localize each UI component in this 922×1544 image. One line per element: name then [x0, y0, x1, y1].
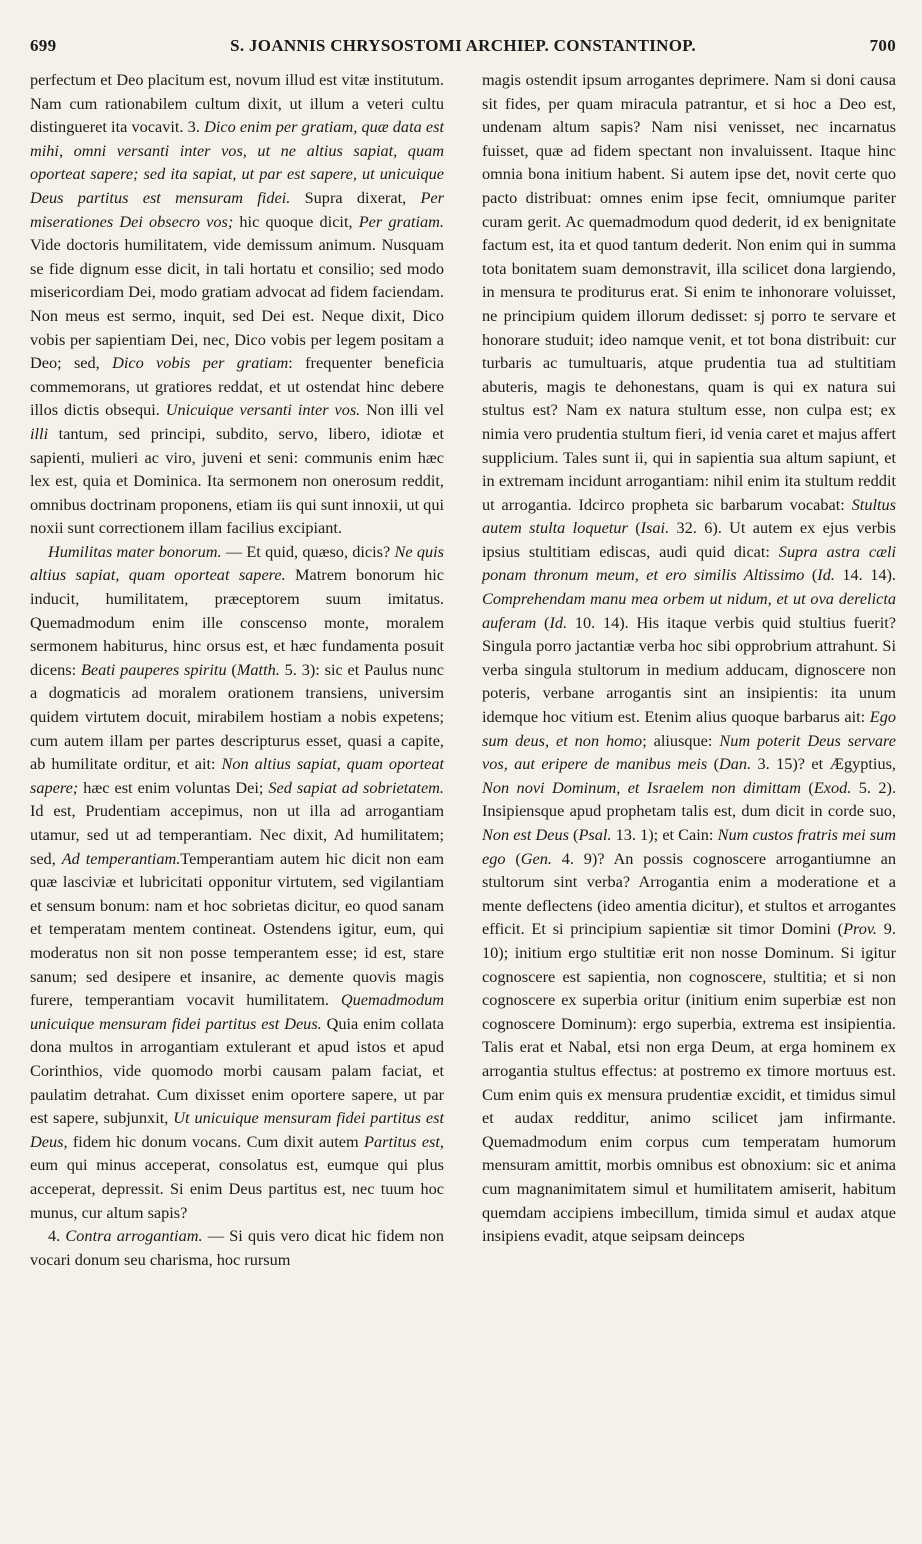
text-run: Temperantiam autem hic dicit non eam quæ lasciviæ et lubricitati opponitur virtutem, sed vigilantiam et sensum bonum: nam et hoc sobrietas dicitur, eo quod sanam et temperatam mentem contineat. Ostendens igitur, eum, qui moderatus non sit non posse temperantem esse; id est, stare sanum; sed desipere et insanire, ac demente quovis magis furere, temperantiam vocavit humilitatem. — [30, 848, 445, 1010]
scripture-quote: Num poterit Deus servare vos, aut eripere de manibus meis — [482, 730, 896, 774]
scripture-quote: Ne quis altius sapiat, quam oporteat sapere. — [30, 541, 444, 585]
text-run: hic quoque dicit, — [233, 211, 359, 231]
text-run: : frequenter beneficia commemorans, ut gratiores reddat, et ut ostendat hinc debere illos dictis obsequi. — [30, 353, 444, 420]
scripture-quote: Beati pauperes spiritu — [80, 659, 227, 679]
text-run: ( — [505, 848, 521, 868]
scripture-quote: Per gratiam. — [358, 211, 444, 231]
text-run: 5. 3): sic et Paulus nunc a dogmaticis ad moralem orationem transiens, universim quidem virtutem docuit, mirabilem hostiam a nobis expetens; cum autem illam per partes descripturus esset, quasi a capite, ab humilitate orditur, et ait: — [30, 659, 445, 774]
text-run: hæc est enim voluntas Dei; — [78, 777, 269, 797]
citation: Dan. — [719, 754, 752, 774]
left-column — [30, 68, 444, 1271]
paragraph — [30, 68, 444, 540]
text-run: magis ostendit ipsum arrogantes deprimere. Nam si doni causa sit fides, per quam miracula patrantur, et si hoc a Deo est, undenam altum sapis? Nam nisi venisset, nec incarnatus fuisset, quæ ad fidem spectant non invaluissent. Itaque hinc omnia bona initium habent. Si autem ipse det, novit certe quo pacto distribuat: omnes enim ipse fecit, omniumque pariter curam gerit. Ac quemadmodum quod dederit, id ex benignitate factum est, ita et quod tantum dederit. Non enim qui in summa tota bonitatem suam demonstravit, illa scilicet dona largiendo, in mensura te proditurus erat. Si enim te inhonorare voluisset, ne principium quidem illorum dedisset: sj porro te servare et honorare studuit; ideo namque venit, et tot bona distribuit: cur turbaris ac tumultuaris, atque prudentia tua ad stultitiam abuteris, magis te dehonestans, quam is qui ex natura sui stultus est? Nam ex natura stultum esse, non culpa est; ex nimia vero prudentia stultum fieri, id venia caret et majus affert supplicium. Tales sunt ii, qui in sapientia sua altum sapiunt, et in extremam incidunt arrogantiam: nihil enim ita stultum reddit ut arrogantia. Idcirco propheta sic barbarum vocabat: — [482, 70, 896, 514]
page-header — [30, 32, 896, 60]
citation: Prov. — [843, 919, 877, 939]
citation: Matth. — [236, 659, 280, 679]
scripture-quote: Unicuique versanti inter vos. — [165, 400, 361, 420]
scripture-quote: Non est Deus — [482, 825, 569, 844]
paragraph — [30, 1224, 444, 1271]
scripture-quote: Non novi Dominum, et Israelem non dimittam — [482, 777, 801, 797]
scripture-quote: Ad temperantiam. — [61, 848, 181, 868]
text-run: Supra dixerat, — [290, 187, 421, 207]
scripture-quote: illi — [30, 423, 49, 443]
running-title: S. JOANNIS CHRYSOSTOMI ARCHIEP. CONSTANTINOP. — [230, 36, 696, 55]
citation: Isai. — [640, 518, 670, 538]
scripture-quote: Sed sapiat ad sobrietatem. — [268, 777, 444, 797]
text-run: ( — [568, 825, 579, 844]
scripture-quote: Comprehendam manu mea orbem ut nidum, et ut ova derelicta auferam — [482, 589, 896, 632]
scripture-quote: Quemadmodum unicuique mensuram fidei partitus est Deus. — [30, 990, 444, 1033]
scripture-quote: Per miserationes Dei obsecro vos; — [30, 187, 444, 231]
text-run: Non illi vel — [360, 400, 444, 420]
text-run: tantum, sed principi, subdito, servo, libero, idiotæ et sapienti, mulieri ac viro, juveni et seni: communis enim hæc lex est, quia et Dominica. Ita sermonem non onerosum reddit, omnibus doctrinam proponens, etiam iis qui sunt innoxii, ut qui noxii sunt correctionem illam facilius excipiant. — [30, 423, 444, 538]
section-number: 4. — [48, 1226, 66, 1246]
text-run: Vide doctoris humilitatem, vide demissum animum. Nusquam se fide dignum esse dicit, in tali hortatu et consilio; sed modo misericordiam Dei, modo gratiam advocat ad fidem faciendam. Non meus est sermo, inquit, sed Dei est. Neque dixit, Dico vobis per sapientiam Dei, nec, Dico vobis per legem positam a Deo; sed, — [30, 235, 444, 373]
citation: Id. — [549, 612, 568, 632]
text-run: ( — [536, 612, 550, 632]
text-run: Quia enim collata dona multos in arrogantiam extulerant et apud istos et apud Corinthios, vide quomodo morbi causam palam faciat, et paulatim detrahat. Cum dixisset enim oportere sapere, ut par est sapere, subjunxit, — [30, 1013, 445, 1128]
paragraph — [30, 540, 444, 1224]
citation: Gen. — [520, 848, 552, 868]
text-run: ( — [800, 777, 814, 797]
text-run: ; aliusque: — [642, 730, 720, 750]
text-run: 10. 14). His itaque verbis quid stultius fuerit? Singula porro jactantiæ verba hoc sibi opprobrium attrahunt. Si verba singula stultorum in medium adducam, dignoscere non poteris, verbane arrogantis sint an insipientis: ita unum idemque hoc vitium est. Etenim alius quoque barbarus ait: — [482, 612, 896, 727]
citation: Exod. — [813, 777, 852, 797]
citation: Id. — [817, 565, 835, 585]
scripture-quote: Stultus autem stulta loquetur — [482, 494, 896, 538]
text-run: ( — [627, 518, 641, 538]
text-run: 5. 2). Insipiensque apud prophetam talis est, dum dicit in corde suo, — [482, 777, 897, 821]
text-run: 4. 9)? An possis cognoscere arrogantiumne an stultorum sint verba? Arrogantia enim a moderatione et a mente deflectens (ideo amentia dicitur), et stultos et arrogantes efficit. Et si principium sapientiæ sit timor Domini ( — [482, 848, 896, 939]
scripture-quote: Partitus est — [364, 1131, 440, 1151]
scripture-quote: Dico enim per gratiam, quæ data est mihi, omni versanti inter vos, ut ne altius sapiat, quam oporteat sapere; sed ita sapiat, ut par est sapere, ut unicuique Deus partitus est mensuram fidei. — [30, 117, 445, 207]
text-run: ( — [226, 659, 237, 679]
scripture-quote: Ut unicuique mensuram fidei partitus est Deus, — [30, 1108, 445, 1151]
section-heading: Humilitas mater bonorum. — [48, 541, 222, 561]
text-run: , eum qui minus acceperat, consolatus est, eumque qui plus acceperat, depressit. Si enim Deus partitus est, nec tuum hoc munus, cur altum sapis? — [30, 1131, 444, 1222]
scripture-quote: Ego sum deus, et non homo — [482, 707, 896, 750]
citation: Psal. — [578, 825, 612, 844]
right-column — [482, 68, 896, 1248]
paragraph — [482, 68, 896, 1248]
text-run: perfectum et Deo placitum est, novum illud est vitæ institutum. Nam cum rationabilem cultum dixit, ut illum a veteri cultu distingueret ita vocavit. 3. — [30, 70, 444, 137]
text-run: 3. 15)? et Ægyptius, — [751, 754, 896, 774]
section-heading: Contra arrogantiam. — [65, 1226, 203, 1246]
text-run: 32. 6). Ut autem ex ejus verbis ipsius stultitiam ediscas, audi quid dicat: — [482, 518, 897, 561]
text-run: ( — [804, 565, 818, 585]
scripture-quote: Dico vobis per gratiam — [112, 353, 289, 373]
text-run: fidem hic donum vocans. Cum dixit autem — [67, 1131, 365, 1151]
text-run: 14. 14). — [834, 565, 896, 585]
text-run: ( — [707, 754, 720, 774]
text-run: Matrem bonorum hic inducit, humilitatem, præceptorem suum imitatus. Quemadmodum enim ille conscenso monte, moralem sermonem habiturus, hinc orsus est, et hæc fundamenta posuit dicens: — [30, 565, 444, 679]
scripture-quote: Num custos fratris mei sum ego — [482, 825, 897, 868]
page-number-left: 699 — [30, 36, 57, 55]
text-run: 9. 10); initium ergo stultitiæ erit non nosse Dominum. Si igitur cognoscere est sapientia, non cognoscere, stultitia; et si non cognoscere ex superbia oritur (initium enim superbiæ est non cognoscere Dominum): ergo superbia, extrema est insipientia. Talis erat et Nabal, etsi non erga Deum, at erga hominem ex arrogantia stultus effectus: at postremo ex timore mortuus est. Cum enim quis ex mensura prudentiæ excidit, et timidus simul et audax redditur, animo scilicet jam infirmante. Quemadmodum enim corpus cum temperatam humorum mensuram amittit, morbis omnibus est obnoxium: sic et anima cum magnanimitatem simul et humilitatem amiserit, habitum quemdam accipiens imbecillum, timida simul et audax atque insipiens evadit, atque seipsam deinceps — [482, 919, 897, 1246]
text-run: 13. 1); et Cain: — [611, 825, 718, 844]
scripture-quote: Supra astra cæli ponam thronum meum, et ero similis Altissimo — [482, 541, 896, 585]
scripture-quote: Non altius sapiat, quam oporteat sapere; — [30, 754, 445, 797]
text-run: — Si quis vero dicat hic fidem non vocari donum seu charisma, hoc rursum — [30, 1226, 445, 1269]
page-number-right: 700 — [869, 36, 896, 55]
text-run: Id est, Prudentiam accepimus, non ut illa ad arrogantiam utamur, sed ut ad temperantiam. Nec dixit, Ad humilitatem; sed, — [30, 801, 444, 868]
text-run: — Et quid, quæso, dicis? — [221, 541, 395, 561]
